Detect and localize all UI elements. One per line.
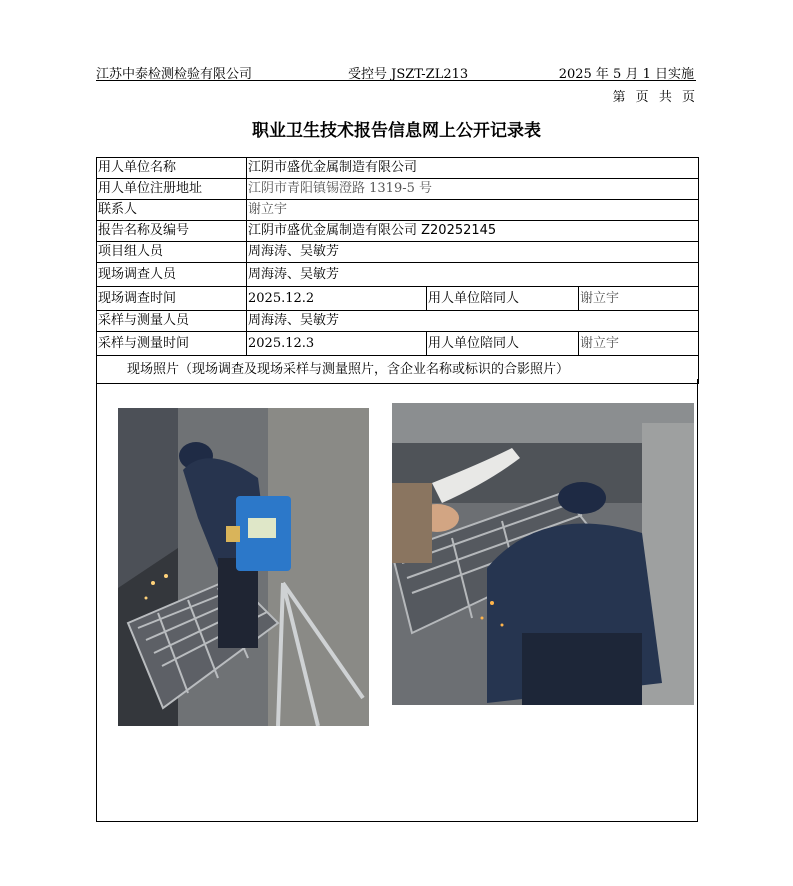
contact-label: 联系人 xyxy=(97,200,247,221)
survey-escort-label: 用人单位陪同人 xyxy=(427,287,579,311)
contact-value: 谢立宇 xyxy=(247,200,699,221)
report-value: 江阴市盛优金属制造有限公司 Z20252145 xyxy=(247,221,699,242)
sampling-time-label: 采样与测量时间 xyxy=(97,332,247,356)
record-table xyxy=(96,157,699,384)
table-row xyxy=(97,311,699,332)
table-row xyxy=(97,242,699,263)
survey-time-label: 现场调查时间 xyxy=(97,287,247,311)
header-company: 江苏中泰检测检验有限公司 xyxy=(96,67,253,82)
team-value: 周海涛、吴敏芳 xyxy=(247,242,699,263)
table-row xyxy=(97,158,699,179)
page-label-ye2: 页 xyxy=(681,90,695,105)
survey-staff-value: 周海涛、吴敏芳 xyxy=(247,263,699,287)
document-header xyxy=(96,62,696,81)
table-row xyxy=(97,263,699,287)
sampling-escort-value: 谢立宇 xyxy=(579,332,699,356)
site-photo-grinding-work xyxy=(392,403,694,705)
employer-name-label: 用人单位名称 xyxy=(97,158,247,179)
table-row xyxy=(97,287,699,311)
site-photo-sampling-device xyxy=(118,408,369,726)
photos-heading: 现场照片（现场调查及现场采样与测量照片，含企业名称或标识的合影照片） xyxy=(97,356,699,384)
page-label-di: 第 xyxy=(612,90,626,105)
employer-address-value: 江阴市青阳镇锡澄路 1319-5 号 xyxy=(247,179,699,200)
survey-time-value: 2025.12.2 xyxy=(247,287,427,311)
sampling-escort-label: 用人单位陪同人 xyxy=(427,332,579,356)
table-row xyxy=(97,332,699,356)
sampling-staff-value: 周海涛、吴敏芳 xyxy=(247,311,699,332)
header-control-number: 受控号 JSZT-ZL213 xyxy=(348,67,469,82)
table-row xyxy=(97,200,699,221)
page-label-gong: 共 xyxy=(658,90,672,105)
photo-illustration xyxy=(118,408,369,726)
table-row xyxy=(97,221,699,242)
team-label: 项目组人员 xyxy=(97,242,247,263)
employer-address-label: 用人单位注册地址 xyxy=(97,179,247,200)
photo-illustration xyxy=(392,403,694,705)
survey-escort-value: 谢立宇 xyxy=(579,287,699,311)
page-number-line xyxy=(607,86,695,105)
page-label-ye: 页 xyxy=(635,90,649,105)
sampling-staff-label: 采样与测量人员 xyxy=(97,311,247,332)
page-title: 职业卫生技术报告信息网上公开记录表 xyxy=(252,121,541,141)
sampling-time-value: 2025.12.3 xyxy=(247,332,427,356)
table-row xyxy=(97,179,699,200)
survey-staff-label: 现场调查人员 xyxy=(97,263,247,287)
employer-name-value: 江阴市盛优金属制造有限公司 xyxy=(247,158,699,179)
header-effective-date: 2025 年 5 月 1 日实施 xyxy=(558,67,694,82)
report-label: 报告名称及编号 xyxy=(97,221,247,242)
